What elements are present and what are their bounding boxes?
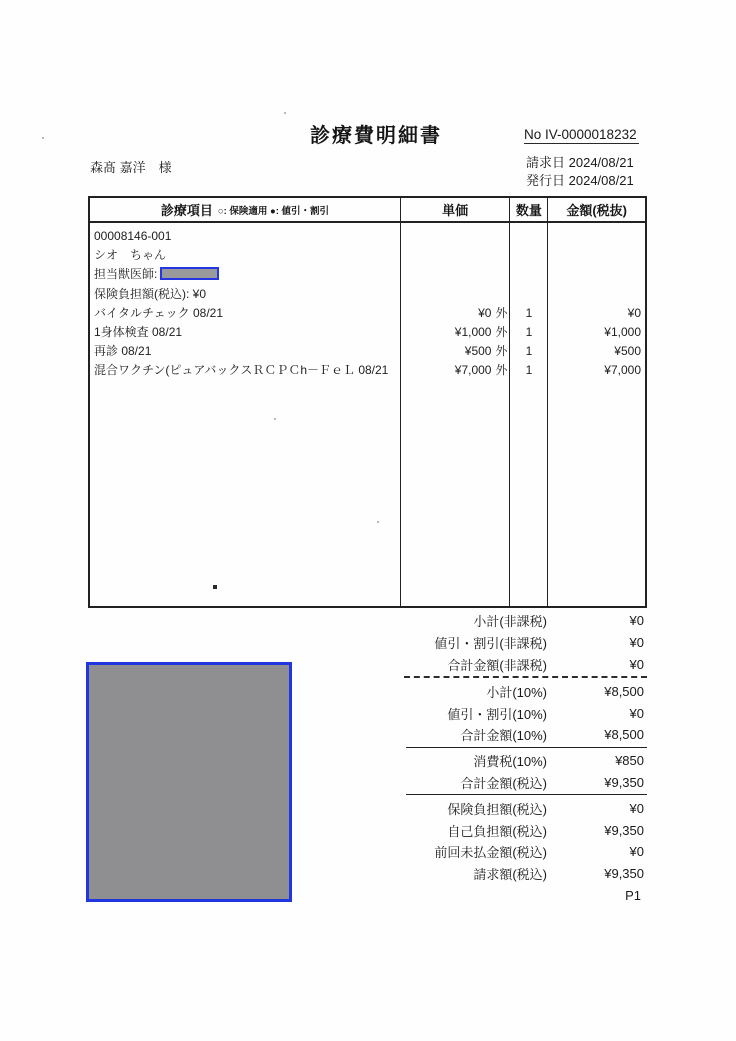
issue-date-label: 発行日 (526, 172, 566, 188)
customer-name: 森髙 嘉洋 様 (90, 160, 172, 175)
unit-price-value: ¥7,000 (454, 363, 492, 378)
tax-exclusive-mark: 外 (495, 305, 508, 320)
tax-exclusive-mark: 外 (495, 363, 508, 378)
header-item-label: 診療項目 (160, 203, 213, 218)
item-qty: 1 (525, 363, 533, 378)
item-unit-price (401, 342, 510, 361)
vet-name-redaction (160, 267, 219, 280)
billing-date (526, 154, 634, 172)
clinic-info-redaction (86, 662, 292, 902)
summary-row (400, 797, 647, 819)
summary-value: ¥9,350 (604, 774, 644, 790)
column-spacer (548, 227, 645, 304)
date-block (526, 154, 634, 189)
summary-label: 消費税(10%) (473, 754, 547, 770)
summary-divider (406, 794, 647, 795)
insurance-burden-line: 保険負担額(税込): ¥0 (94, 286, 207, 301)
billing-date-value: 2024/08/21 (568, 155, 634, 170)
summary-value: ¥850 (615, 753, 644, 769)
summary-value: ¥9,350 (604, 866, 644, 882)
summary-label: 値引・割引(10%) (447, 706, 547, 722)
amount-column (548, 223, 645, 606)
header-amount: 金額(税抜) (566, 203, 627, 218)
summary-value: ¥9,350 (604, 822, 644, 838)
scan-speck (42, 137, 44, 139)
item-amount: ¥7,000 (604, 363, 641, 378)
item-unit-price (401, 361, 510, 380)
scan-speck (274, 418, 276, 420)
summary-row (400, 750, 647, 772)
header-unit-price: 単価 (401, 198, 511, 221)
summary-row (400, 680, 647, 702)
summary-row (400, 702, 647, 724)
item-unit-price (401, 323, 510, 342)
item-qty: 1 (525, 305, 533, 320)
summary-value: ¥0 (629, 844, 644, 860)
item-column (90, 223, 401, 606)
table-header-row (90, 198, 645, 223)
unit-price-column (401, 223, 511, 606)
issue-date-value: 2024/08/21 (568, 172, 634, 188)
invoice-number: No IV-0000018232 (524, 127, 637, 142)
item-amount: ¥0 (627, 305, 641, 320)
item-qty: 1 (525, 324, 533, 339)
scan-speck (377, 521, 379, 523)
item-name: 再診 08/21 (94, 344, 152, 359)
column-spacer (510, 227, 547, 304)
summary-label: 保険負担額(税込) (447, 801, 547, 817)
summary-label: 合計金額(非課税) (447, 657, 547, 673)
billing-date-label: 請求日 (526, 155, 566, 170)
summary-row (400, 863, 647, 885)
column-spacer (401, 227, 510, 304)
summary-row (400, 772, 647, 794)
summary-label: 自己負担額(税込) (447, 823, 547, 839)
tax-exclusive-mark: 外 (495, 344, 508, 359)
summary-row (400, 654, 647, 676)
qty-column (510, 223, 548, 606)
header-qty: 数量 (510, 198, 548, 221)
tax-exclusive-mark: 外 (495, 324, 508, 339)
item-amount: ¥1,000 (604, 324, 641, 339)
summary-divider (406, 747, 647, 748)
item-qty: 1 (525, 344, 533, 359)
unit-price-value: ¥1,000 (454, 324, 492, 339)
billing-table (88, 196, 647, 608)
summary-label: 合計金額(税込) (460, 775, 547, 791)
summary-row (400, 819, 647, 841)
summary-label: 小計(10%) (486, 684, 547, 700)
unit-price-value: ¥0 (478, 305, 492, 320)
summary-divider (404, 676, 647, 678)
summary-value: ¥0 (629, 613, 644, 629)
summary-value: ¥8,500 (604, 683, 644, 699)
issue-date (526, 172, 634, 190)
summary-label: 小計(非課税) (473, 614, 547, 630)
summary-value: ¥8,500 (604, 727, 644, 743)
summary-row (400, 610, 647, 632)
summary-label: 前回未払金額(税込) (434, 845, 547, 861)
item-amount: ¥500 (614, 344, 641, 359)
summary-label: 合計金額(10%) (460, 728, 547, 744)
summary-row (400, 724, 647, 746)
vet-label: 担当獣医師: (94, 267, 158, 282)
page-number: P1 (625, 887, 641, 903)
summary-value: ¥0 (629, 800, 644, 816)
vet-line (90, 265, 400, 284)
header-item-column (90, 198, 401, 221)
patient-id: 00008146-001 (94, 229, 172, 243)
page-title: 診療費明細書 (310, 125, 442, 147)
unit-price-value: ¥500 (464, 344, 492, 359)
item-name: バイタルチェック 08/21 (94, 305, 224, 320)
totals-summary (400, 610, 647, 903)
summary-row (400, 841, 647, 863)
item-unit-price (401, 304, 510, 323)
summary-value: ¥0 (629, 705, 644, 721)
scan-speck (284, 112, 286, 114)
header-legend: ○: 保険適用 ●: 値引・割引 (217, 205, 330, 217)
summary-row (400, 632, 647, 654)
summary-value: ¥0 (629, 635, 644, 651)
summary-value: ¥0 (629, 656, 644, 672)
summary-label: 値引・割引(非課税) (434, 636, 547, 652)
item-name: 1身体検査 08/21 (94, 324, 183, 339)
pet-name: シオ ちゃん (94, 248, 167, 263)
summary-label: 請求額(税込) (473, 867, 547, 883)
scan-speck (213, 585, 217, 589)
item-name: 混合ワクチン(ピュアバックスＲＣＰＣh－ＦｅＬ 08/21 (94, 363, 389, 378)
table-body (90, 223, 645, 606)
